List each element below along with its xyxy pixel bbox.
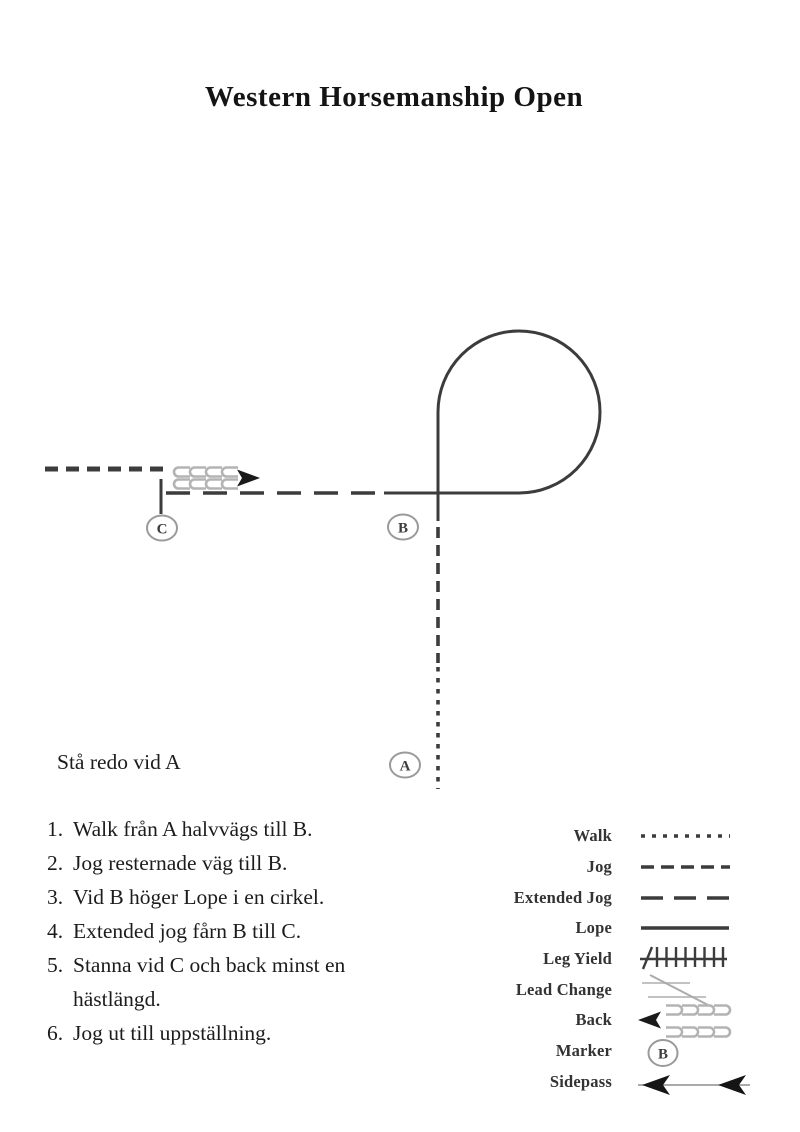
legend-label: Lope [575,918,612,938]
instruction-text: Jog ut till uppställning. [73,1021,272,1045]
page-title: Western Horsemanship Open [204,81,584,114]
marker-circle-icon [638,1036,763,1066]
instruction-text: Stanna vid C och back minst en hästlängd. [73,953,346,1011]
back-arrow-arcs-icon [638,1005,763,1035]
instruction-item [47,846,392,880]
instruction-list [47,812,392,1050]
legend-row-extended-jog [420,882,780,913]
legend-label: Back [575,1010,612,1030]
instruction-number: 6. [47,1021,64,1045]
legend [420,821,780,1097]
legend-label: Extended Jog [513,887,612,907]
instruction-item [47,880,392,914]
marker-c [147,516,177,541]
marker-b-letter: B [397,520,409,537]
instruction-number: 5. [47,953,64,977]
legend-row-marker [420,1036,780,1067]
sidepass-arrows-icon [638,1067,763,1097]
instruction-item [47,1016,392,1050]
instruction-text: Extended jog fårn B till C. [73,919,302,943]
back-direction-arrow-icon [237,470,260,487]
marker-c-letter: C [156,521,168,538]
legend-row-back [420,1005,780,1036]
marker-a [390,753,420,778]
ready-at-a-text: Stå redo vid A [57,750,181,774]
legend-row-leg-yield [420,944,780,975]
legend-label: Leg Yield [543,949,612,969]
instruction-item [47,914,392,948]
lead-change-slash-icon [638,975,763,1005]
instruction-number: 2. [47,851,64,875]
jog-dashed-line-icon [638,852,763,882]
instruction-text: Jog resternade väg till B. [73,851,288,875]
legend-row-lope [420,913,780,944]
legend-marker-letter: B [657,1046,669,1063]
instruction-number: 1. [47,817,64,841]
instruction-text: Vid B höger Lope i en cirkel. [73,885,325,909]
leg-yield-crosshatch-icon [638,944,763,974]
legend-row-lead-change [420,974,780,1005]
instruction-item [47,812,392,846]
legend-row-walk [420,821,780,852]
extended-jog-dashed-line-icon [638,883,763,913]
legend-row-jog [420,852,780,883]
lope-circle-loop-icon [384,331,600,521]
walk-dotted-line-icon [638,821,763,851]
instruction-text: Walk från A halvvägs till B. [73,817,313,841]
legend-label: Lead Change [515,979,612,999]
instruction-item [47,948,392,1016]
marker-a-letter: A [399,758,411,775]
instruction-number: 3. [47,885,64,909]
lope-solid-line-icon [638,913,763,943]
instruction-number: 4. [47,919,64,943]
legend-row-sidepass [420,1067,780,1098]
legend-label: Marker [555,1041,612,1061]
legend-label: Walk [573,826,612,846]
legend-label: Jog [586,857,612,877]
marker-b [388,515,418,540]
back-up-arcs-icon [174,468,238,489]
legend-label: Sidepass [549,1071,612,1091]
